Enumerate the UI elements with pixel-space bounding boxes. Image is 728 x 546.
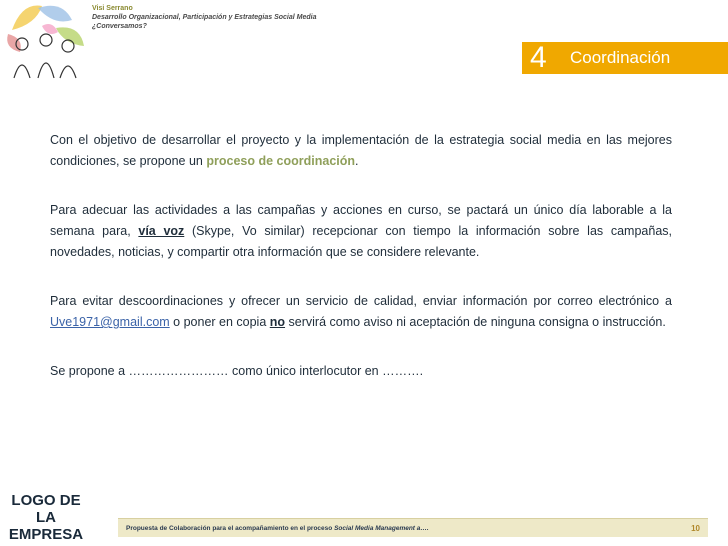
footer-bar xyxy=(118,518,708,537)
footer-text-italic: Social Media Management a…. xyxy=(334,524,429,532)
section-title-bar xyxy=(522,42,728,74)
header-text xyxy=(92,4,316,31)
highlight-no: no xyxy=(269,315,286,329)
p1-text: Con el objetivo de desarrollar el proyecto y la implementación de la estrategia social media en las mejores condiciones, se propone un xyxy=(50,133,672,168)
header-subtitle: Desarrollo Organizacional, Participación y Estrategias Social Media xyxy=(92,14,317,21)
paragraph-email xyxy=(50,291,672,333)
highlight-coordination-process: proceso de coordinación xyxy=(206,154,356,168)
paragraph-coordination xyxy=(50,130,672,172)
p1-end: . xyxy=(355,154,359,168)
page-number: 10 xyxy=(691,523,700,533)
p2-end: (Skype, Vo similar) recepcionar con tiempo la información sobre las campañas, novedades, noticias, y compartir otra información que se considere relevante. xyxy=(50,224,672,259)
p3-mid: o poner en copia xyxy=(169,315,270,329)
highlight-via-voz: vía voz xyxy=(138,224,185,238)
company-logo-placeholder: LOGO DE LA EMPRESA xyxy=(8,492,84,543)
footer-text xyxy=(118,525,691,532)
p3-text: Para evitar descoordinaciones y ofrecer un servicio de calidad, enviar información por correo electrónico a xyxy=(50,294,672,308)
footer-text-a: Propuesta de Colaboración para el acompañamiento en el proceso xyxy=(126,524,335,532)
body-content xyxy=(50,130,672,410)
email-link[interactable]: Uve1971@gmail.com xyxy=(50,315,170,329)
header-tagline: ¿Conversamos? xyxy=(92,23,147,30)
p3-end: servirá como aviso ni aceptación de ninguna consigna o instrucción. xyxy=(285,315,666,329)
paragraph-interlocutor: Se propone a …………………… como único interlocutor en ………. xyxy=(50,364,424,378)
people-sketch-logo xyxy=(2,0,88,80)
author-name: Visi Serrano xyxy=(92,5,133,12)
p2-text: Para adecuar las actividades a las campañas y acciones en curso, se pactará un único día laborable a la semana para, xyxy=(50,203,672,238)
section-number: 4 xyxy=(530,41,547,74)
paragraph-weekly-call xyxy=(50,200,672,263)
section-title: Coordinación xyxy=(570,48,671,67)
